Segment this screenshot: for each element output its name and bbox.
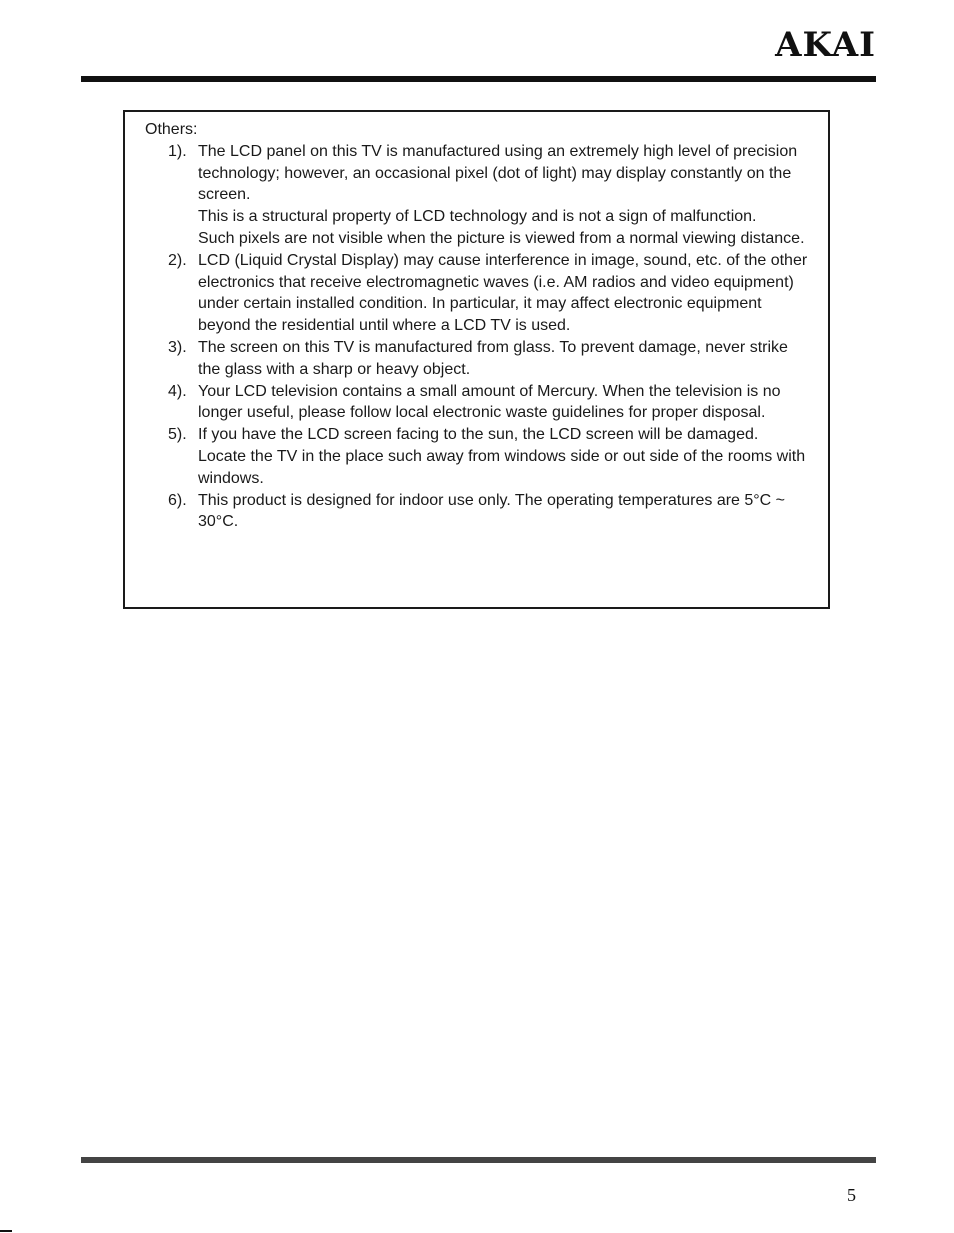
notice-list xyxy=(145,141,810,533)
notice-item-3 xyxy=(145,337,810,381)
corner-mark xyxy=(0,1230,12,1232)
notice-item-5 xyxy=(145,424,810,489)
item-paragraph: Such pixels are not visible when the picture is viewed from a normal viewing distance. xyxy=(198,229,805,247)
item-text xyxy=(198,424,810,489)
item-number: 2). xyxy=(168,251,187,269)
item-paragraph: This is a structural property of LCD technology and is not a sign of malfunction. xyxy=(198,208,757,226)
item-paragraph: LCD (Liquid Crystal Display) may cause interference in image, sound, etc. of the other electronics that receive electromagnetic waves (i.e. AM radios and video equipment) under certain installed condition. In particular, it may affect electronic equipment beyond the residential until where a LCD TV is used. xyxy=(198,251,808,335)
others-notice-box xyxy=(123,110,830,609)
item-paragraph: This product is designed for indoor use only. The operating temperatures are 5°C ~ 30°C. xyxy=(198,491,786,531)
item-paragraph: The screen on this TV is manufactured from glass. To prevent damage, never strike the glass with a sharp or heavy object. xyxy=(198,338,788,378)
item-number: 5). xyxy=(168,426,187,444)
item-number: 6). xyxy=(168,491,187,509)
item-text xyxy=(198,141,810,250)
notice-heading: Others: xyxy=(145,121,198,138)
akai-logo: AKAI xyxy=(775,25,876,65)
notice-item-2 xyxy=(145,250,810,337)
item-number: 4). xyxy=(168,382,187,400)
page-number: 5 xyxy=(847,1185,856,1205)
item-text xyxy=(198,381,810,425)
notice-item-4 xyxy=(145,381,810,425)
item-paragraph: The LCD panel on this TV is manufactured using an extremely high level of precision technology; however, an occasional pixel (dot of light) may display constantly on the screen. xyxy=(198,142,798,204)
item-text xyxy=(198,250,810,337)
notice-item-1 xyxy=(145,141,810,250)
footer-divider xyxy=(81,1157,876,1163)
item-text xyxy=(198,490,810,534)
item-number: 3). xyxy=(168,338,187,356)
item-text xyxy=(198,337,810,381)
item-paragraph: Your LCD television contains a small amount of Mercury. When the television is no longer useful, please follow local electronic waste guidelines for proper disposal. xyxy=(198,382,781,422)
item-paragraph: If you have the LCD screen facing to the sun, the LCD screen will be damaged. Locate the TV in the place such away from windows side or out side of the rooms with windows. xyxy=(198,426,806,487)
item-number: 1). xyxy=(168,142,187,160)
notice-item-6 xyxy=(145,490,810,534)
header-divider xyxy=(81,76,876,82)
